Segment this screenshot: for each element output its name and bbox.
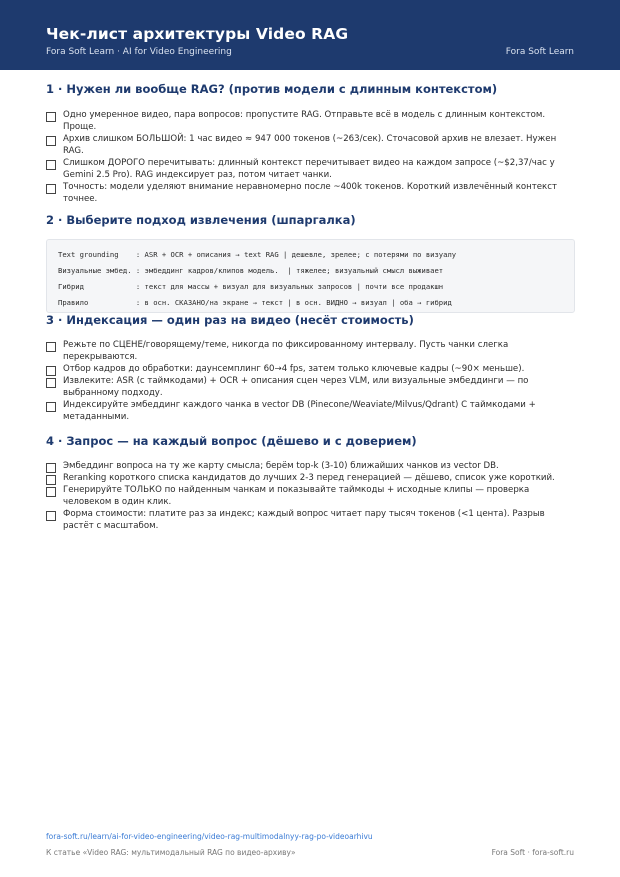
code-line: Правило : в осн. СКАЗАНО/на экране → текст | в осн. ВИДНО → визуал | оба → гибрид	[58, 298, 452, 307]
checkbox[interactable]	[46, 112, 56, 122]
page-title: Чек-лист архитектуры Video RAG	[46, 25, 349, 43]
checkbox[interactable]	[46, 160, 56, 170]
checklist-item	[46, 508, 574, 532]
checklist-item	[46, 460, 574, 472]
checkbox[interactable]	[46, 378, 56, 388]
checklist	[46, 460, 574, 532]
article-link[interactable]: fora-soft.ru/learn/ai-for-video-engineering/video-rag-multimodalnyy-rag-po-videoarhivu	[46, 832, 373, 841]
checklist-item	[46, 484, 574, 508]
checklist-item	[46, 133, 574, 157]
page-header	[0, 0, 620, 70]
code-block	[46, 239, 575, 313]
section-heading: 1 · Нужен ли вообще RAG? (против модели с длинным контекстом)	[46, 82, 498, 96]
page-subtitle: Fora Soft Learn · AI for Video Engineering	[46, 47, 232, 57]
checklist-item	[46, 399, 574, 423]
checkbox[interactable]	[46, 511, 56, 521]
section-3	[46, 312, 574, 423]
section-2	[46, 212, 574, 228]
code-line: Визуальные эмбед. : эмбеддинг кадров/клипов модель. | тяжелее; визуальный смысл выживает	[58, 266, 444, 275]
checklist-item-text: Архив слишком БОЛЬШОЙ: 1 час видео ≈ 947 000 токенов (~263/сек). Сточасовой архив не влезает. Нужен RAG.	[63, 134, 557, 156]
checklist-item-text: Отбор кадров до обработки: даунсемплинг 60→4 fps, затем только ключевые кадры (~90× меньше).	[63, 364, 525, 374]
checklist-item	[46, 472, 574, 484]
section-1	[46, 81, 574, 205]
checklist-item	[46, 375, 574, 399]
checklist-item-text: Точность: модели уделяют внимание неравномерно после ~400k токенов. Короткий извлечённый контекст точнее.	[63, 182, 557, 204]
checkbox[interactable]	[46, 487, 56, 497]
checklist-item-text: Извлеките: ASR (с таймкодами) + OCR + описания сцен через VLM, или визуальные эмбеддинги — по выбранному подходу.	[63, 376, 529, 398]
section-heading: 3 · Индексация — один раз на видео (несёт стоимость)	[46, 313, 414, 327]
checklist-item	[46, 157, 574, 181]
checklist-item	[46, 339, 574, 363]
checklist-item-text: Индексируйте эмбеддинг каждого чанка в vector DB (Pinecone/Weaviate/Milvus/Qdrant) С таймкодами + метаданными.	[63, 400, 536, 422]
checkbox[interactable]	[46, 136, 56, 146]
checklist-item-text: Слишком ДОРОГО перечитывать: длинный контекст перечитывает видео на каждом запросе (~$2,37/час у Gemini 2.5 Pro). RAG индексирует раз, потом читает чанки.	[63, 158, 555, 180]
code-line: Гибрид : текст для массы + визуал для визуальных запросов | почти все продакшн	[58, 282, 444, 291]
checklist-item-text: Эмбеддинг вопроса на ту же карту смысла; берём top-k (3-10) ближайших чанков из vector DB.	[63, 461, 499, 471]
brand-label: Fora Soft Learn	[505, 47, 574, 57]
checkbox[interactable]	[46, 342, 56, 352]
checklist	[46, 109, 574, 205]
checklist-item-text: Генерируйте ТОЛЬКО по найденным чанкам и показывайте таймкоды + исходные клипы — проверка человеком в один клик.	[63, 485, 530, 507]
checklist-item-text: Режьте по СЦЕНЕ/говорящему/теме, никогда по фиксированному интервалу. Пусть чанки слегка перекрываются.	[63, 340, 509, 362]
section-heading: 4 · Запрос — на каждый вопрос (дёшево и с доверием)	[46, 434, 417, 448]
checklist-item	[46, 363, 574, 375]
checkbox[interactable]	[46, 184, 56, 194]
footer-brand: Fora Soft · fora-soft.ru	[491, 848, 574, 857]
code-line: Text grounding : ASR + OCR + описания → text RAG | дешевле, зрелее; с потерями по визуалу	[58, 250, 457, 259]
checklist-item	[46, 181, 574, 205]
checklist-item	[46, 109, 574, 133]
checkbox[interactable]	[46, 402, 56, 412]
checklist-item-text: Форма стоимости: платите раз за индекс; каждый вопрос читает пару тысяч токенов (<1 цента). Разрыв растёт с масштабом.	[63, 509, 545, 531]
footer-caption: К статье «Video RAG: мультимодальный RAG по видео-архиву»	[46, 848, 296, 857]
section-heading: 2 · Выберите подход извлечения (шпаргалка)	[46, 213, 356, 227]
section-4	[46, 433, 574, 532]
checklist-item-text: Reranking короткого списка кандидатов до лучших 2-3 перед генерацией — дёшево, список уже короткий.	[63, 473, 555, 483]
checklist	[46, 339, 574, 423]
checklist-item-text: Одно умеренное видео, пара вопросов: пропустите RAG. Отправьте всё в модель с длинным контекстом. Проще.	[63, 110, 546, 132]
